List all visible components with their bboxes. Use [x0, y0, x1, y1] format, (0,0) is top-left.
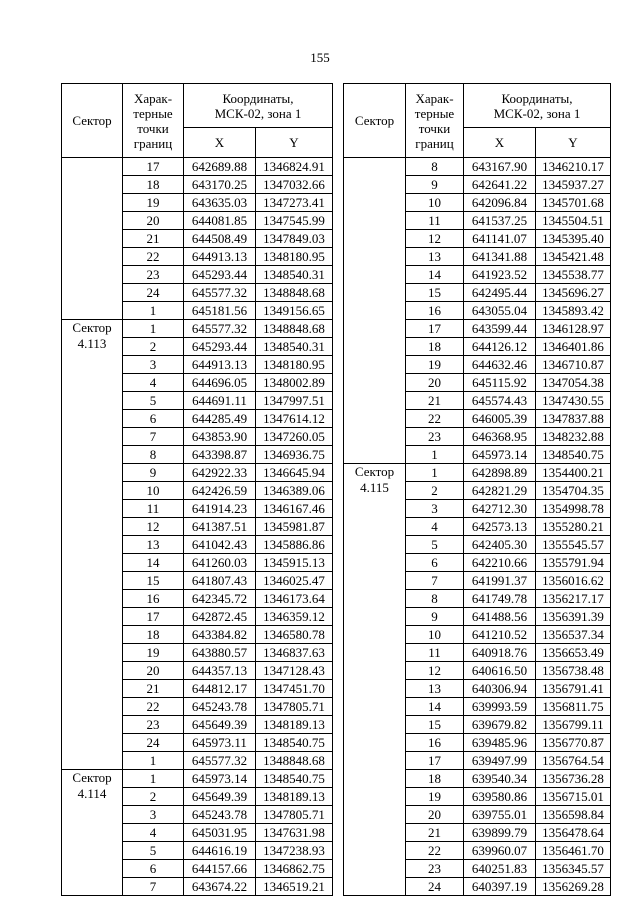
point-cell: 10	[123, 482, 184, 500]
x-cell: 641488.56	[464, 608, 536, 626]
y-header: Y	[256, 128, 333, 158]
points-header-line: границ	[415, 135, 454, 151]
points-header-line: терные	[133, 105, 173, 121]
x-cell: 642872.45	[184, 608, 256, 626]
x-cell: 645181.56	[184, 302, 256, 320]
sector-header: Сектор	[62, 84, 123, 158]
y-cell: 1348848.68	[256, 752, 333, 770]
coords-header-line: МСК-02, зона 1	[493, 105, 581, 121]
y-cell: 1347260.05	[256, 428, 333, 446]
x-cell: 640397.19	[464, 878, 536, 896]
point-cell: 4	[123, 824, 184, 842]
point-cell: 21	[123, 680, 184, 698]
y-cell: 1346862.75	[256, 860, 333, 878]
x-cell: 642210.66	[464, 554, 536, 572]
x-cell: 642345.72	[184, 590, 256, 608]
point-cell: 24	[123, 284, 184, 302]
x-cell: 645243.78	[184, 698, 256, 716]
point-cell: 21	[406, 824, 464, 842]
y-cell: 1345981.87	[256, 518, 333, 536]
y-cell: 1346167.46	[256, 500, 333, 518]
y-cell: 1356217.17	[536, 590, 611, 608]
x-cell: 644157.66	[184, 860, 256, 878]
point-cell: 20	[123, 212, 184, 230]
x-cell: 641260.03	[184, 554, 256, 572]
point-cell: 17	[123, 158, 184, 176]
point-cell: 19	[123, 194, 184, 212]
x-cell: 643599.44	[464, 320, 536, 338]
table-row	[344, 464, 611, 482]
points-header-line: точки	[418, 120, 451, 136]
y-cell: 1354704.35	[536, 482, 611, 500]
x-header: X	[184, 128, 256, 158]
y-cell: 1347631.98	[256, 824, 333, 842]
point-cell: 3	[123, 356, 184, 374]
coords-header	[464, 84, 611, 128]
x-cell: 644696.05	[184, 374, 256, 392]
point-cell: 22	[123, 698, 184, 716]
x-cell: 641749.78	[464, 590, 536, 608]
coordinates-table-left	[61, 83, 333, 896]
y-cell: 1347273.41	[256, 194, 333, 212]
coords-header	[184, 84, 333, 128]
x-cell: 639993.59	[464, 698, 536, 716]
y-cell: 1345893.42	[536, 302, 611, 320]
point-cell: 19	[406, 356, 464, 374]
point-cell: 22	[406, 410, 464, 428]
y-cell: 1345886.86	[256, 536, 333, 554]
y-cell: 1356461.70	[536, 842, 611, 860]
point-cell: 11	[406, 212, 464, 230]
y-cell: 1348540.75	[256, 770, 333, 788]
point-cell: 15	[406, 716, 464, 734]
point-cell: 24	[123, 734, 184, 752]
point-cell: 9	[406, 176, 464, 194]
sector-cell	[62, 320, 123, 770]
x-cell: 642689.88	[184, 158, 256, 176]
point-cell: 1	[406, 446, 464, 464]
x-cell: 643880.57	[184, 644, 256, 662]
y-cell: 1346936.75	[256, 446, 333, 464]
points-header-line: Харак-	[133, 90, 173, 106]
y-cell: 1348540.75	[536, 446, 611, 464]
y-cell: 1356537.34	[536, 626, 611, 644]
x-cell: 644913.13	[184, 356, 256, 374]
point-cell: 10	[406, 626, 464, 644]
x-cell: 645574.43	[464, 392, 536, 410]
y-cell: 1356738.48	[536, 662, 611, 680]
x-cell: 640616.50	[464, 662, 536, 680]
point-cell: 3	[123, 806, 184, 824]
y-cell: 1346210.17	[536, 158, 611, 176]
x-cell: 641210.52	[464, 626, 536, 644]
point-cell: 20	[406, 374, 464, 392]
y-cell: 1348848.68	[256, 320, 333, 338]
points-header-line: терные	[414, 105, 455, 121]
sector-header: Сектор	[344, 84, 406, 158]
x-cell: 645649.39	[184, 716, 256, 734]
y-cell: 1348540.31	[256, 338, 333, 356]
y-cell: 1347837.88	[536, 410, 611, 428]
x-cell: 642405.30	[464, 536, 536, 554]
y-cell: 1347238.93	[256, 842, 333, 860]
x-cell: 644081.85	[184, 212, 256, 230]
coords-header-line: Координаты,	[501, 90, 573, 106]
points-header-line: точки	[137, 120, 169, 136]
point-cell: 14	[406, 266, 464, 284]
y-cell: 1345696.27	[536, 284, 611, 302]
y-cell: 1346824.91	[256, 158, 333, 176]
x-cell: 640251.83	[464, 860, 536, 878]
point-cell: 11	[406, 644, 464, 662]
point-cell: 12	[406, 230, 464, 248]
point-cell: 22	[406, 842, 464, 860]
x-cell: 644913.13	[184, 248, 256, 266]
y-cell: 1356770.87	[536, 734, 611, 752]
y-cell: 1345421.48	[536, 248, 611, 266]
point-cell: 4	[123, 374, 184, 392]
x-cell: 646005.39	[464, 410, 536, 428]
x-cell: 644812.17	[184, 680, 256, 698]
x-cell: 644285.49	[184, 410, 256, 428]
table-body-left	[62, 158, 333, 896]
y-cell: 1347849.03	[256, 230, 333, 248]
point-cell: 13	[406, 248, 464, 266]
point-cell: 9	[406, 608, 464, 626]
y-cell: 1346359.12	[256, 608, 333, 626]
point-cell: 1	[123, 752, 184, 770]
x-cell: 642573.13	[464, 518, 536, 536]
y-cell: 1347997.51	[256, 392, 333, 410]
point-cell: 15	[123, 572, 184, 590]
point-cell: 20	[123, 662, 184, 680]
point-cell: 12	[406, 662, 464, 680]
y-header: Y	[536, 128, 611, 158]
y-cell: 1345915.13	[256, 554, 333, 572]
y-cell: 1356764.54	[536, 752, 611, 770]
x-cell: 642898.89	[464, 464, 536, 482]
point-cell: 23	[406, 428, 464, 446]
x-cell: 641042.43	[184, 536, 256, 554]
point-cell: 2	[123, 788, 184, 806]
point-cell: 16	[123, 590, 184, 608]
point-cell: 5	[406, 536, 464, 554]
y-cell: 1356478.64	[536, 824, 611, 842]
y-cell: 1356345.57	[536, 860, 611, 878]
y-cell: 1354400.21	[536, 464, 611, 482]
sector-name-line: Сектор	[354, 464, 395, 479]
sector-cell	[344, 158, 406, 464]
table-body-right	[344, 158, 611, 896]
point-cell: 19	[406, 788, 464, 806]
y-cell: 1348180.95	[256, 248, 333, 266]
point-cell: 8	[406, 158, 464, 176]
y-cell: 1348180.95	[256, 356, 333, 374]
point-cell: 2	[406, 482, 464, 500]
point-cell: 22	[123, 248, 184, 266]
point-cell: 11	[123, 500, 184, 518]
x-cell: 641341.88	[464, 248, 536, 266]
point-cell: 24	[406, 878, 464, 896]
y-cell: 1356016.62	[536, 572, 611, 590]
point-cell: 6	[406, 554, 464, 572]
x-cell: 642495.44	[464, 284, 536, 302]
y-cell: 1345538.77	[536, 266, 611, 284]
y-cell: 1347805.71	[256, 806, 333, 824]
x-cell: 640306.94	[464, 680, 536, 698]
point-cell: 23	[123, 266, 184, 284]
y-cell: 1348232.88	[536, 428, 611, 446]
x-cell: 639485.96	[464, 734, 536, 752]
x-cell: 642821.29	[464, 482, 536, 500]
y-cell: 1356791.41	[536, 680, 611, 698]
x-cell: 641537.25	[464, 212, 536, 230]
point-cell: 1	[123, 770, 184, 788]
y-cell: 1348189.13	[256, 716, 333, 734]
y-cell: 1346519.21	[256, 878, 333, 896]
y-cell: 1348540.75	[256, 734, 333, 752]
point-cell: 17	[123, 608, 184, 626]
point-cell: 17	[406, 320, 464, 338]
x-cell: 644691.11	[184, 392, 256, 410]
page-number: 155	[310, 50, 330, 65]
point-cell: 7	[406, 572, 464, 590]
y-cell: 1346389.06	[256, 482, 333, 500]
point-cell: 14	[123, 554, 184, 572]
sector-cell	[62, 158, 123, 320]
point-cell: 8	[123, 446, 184, 464]
x-cell: 644508.49	[184, 230, 256, 248]
point-cell: 7	[123, 878, 184, 896]
y-cell: 1345701.68	[536, 194, 611, 212]
y-cell: 1346837.63	[256, 644, 333, 662]
x-cell: 642426.59	[184, 482, 256, 500]
y-cell: 1349156.65	[256, 302, 333, 320]
y-cell: 1347545.99	[256, 212, 333, 230]
x-cell: 639580.86	[464, 788, 536, 806]
y-cell: 1348848.68	[256, 284, 333, 302]
table-row	[62, 770, 333, 788]
sector-name-line: Сектор	[72, 320, 112, 335]
y-cell: 1345937.27	[536, 176, 611, 194]
point-cell: 7	[123, 428, 184, 446]
y-cell: 1355280.21	[536, 518, 611, 536]
x-cell: 645649.39	[184, 788, 256, 806]
x-cell: 641991.37	[464, 572, 536, 590]
table-row	[344, 158, 611, 176]
y-cell: 1346401.86	[536, 338, 611, 356]
x-cell: 644616.19	[184, 842, 256, 860]
x-cell: 645293.44	[184, 338, 256, 356]
point-cell: 6	[123, 410, 184, 428]
x-cell: 642641.22	[464, 176, 536, 194]
x-cell: 639679.82	[464, 716, 536, 734]
x-cell: 639755.01	[464, 806, 536, 824]
y-cell: 1347054.38	[536, 374, 611, 392]
y-cell: 1347451.70	[256, 680, 333, 698]
x-cell: 645243.78	[184, 806, 256, 824]
x-cell: 641387.51	[184, 518, 256, 536]
y-cell: 1346173.64	[256, 590, 333, 608]
x-cell: 639497.99	[464, 752, 536, 770]
points-header-line: границ	[133, 135, 173, 151]
point-cell: 18	[123, 176, 184, 194]
x-cell: 645293.44	[184, 266, 256, 284]
point-cell: 1	[123, 302, 184, 320]
point-cell: 13	[123, 536, 184, 554]
point-cell: 14	[406, 698, 464, 716]
coords-header-line: Координаты,	[222, 90, 294, 106]
x-cell: 641807.43	[184, 572, 256, 590]
y-cell: 1345395.40	[536, 230, 611, 248]
point-cell: 15	[406, 284, 464, 302]
point-cell: 17	[406, 752, 464, 770]
x-cell: 641923.52	[464, 266, 536, 284]
x-cell: 645577.32	[184, 752, 256, 770]
point-cell: 20	[406, 806, 464, 824]
y-cell: 1347128.43	[256, 662, 333, 680]
y-cell: 1346128.97	[536, 320, 611, 338]
sector-name-line: 4.115	[360, 480, 389, 495]
y-cell: 1354998.78	[536, 500, 611, 518]
sector-name-line: 4.113	[77, 336, 107, 351]
y-cell: 1355545.57	[536, 536, 611, 554]
x-cell: 645973.11	[184, 734, 256, 752]
x-cell: 643853.90	[184, 428, 256, 446]
y-cell: 1346710.87	[536, 356, 611, 374]
x-cell: 642922.33	[184, 464, 256, 482]
y-cell: 1347614.12	[256, 410, 333, 428]
point-cell: 18	[406, 770, 464, 788]
y-cell: 1356391.39	[536, 608, 611, 626]
y-cell: 1348540.31	[256, 266, 333, 284]
x-cell: 645031.95	[184, 824, 256, 842]
y-cell: 1346025.47	[256, 572, 333, 590]
sector-cell	[62, 770, 123, 896]
point-cell: 3	[406, 500, 464, 518]
coords-header-line: МСК-02, зона 1	[214, 105, 302, 121]
y-cell: 1356736.28	[536, 770, 611, 788]
points-header	[406, 84, 464, 158]
y-cell: 1356811.75	[536, 698, 611, 716]
points-header	[123, 84, 184, 158]
y-cell: 1348002.89	[256, 374, 333, 392]
point-cell: 10	[406, 194, 464, 212]
sector-cell	[344, 464, 406, 896]
x-cell: 641914.23	[184, 500, 256, 518]
y-cell: 1346580.78	[256, 626, 333, 644]
x-cell: 644126.12	[464, 338, 536, 356]
y-cell: 1355791.94	[536, 554, 611, 572]
x-cell: 643167.90	[464, 158, 536, 176]
point-cell: 1	[123, 320, 184, 338]
x-cell: 640918.76	[464, 644, 536, 662]
point-cell: 18	[123, 626, 184, 644]
y-cell: 1345504.51	[536, 212, 611, 230]
x-cell: 642712.30	[464, 500, 536, 518]
x-cell: 645115.92	[464, 374, 536, 392]
x-cell: 643170.25	[184, 176, 256, 194]
y-cell: 1347430.55	[536, 392, 611, 410]
x-cell: 643398.87	[184, 446, 256, 464]
point-cell: 18	[406, 338, 464, 356]
point-cell: 21	[123, 230, 184, 248]
x-cell: 643635.03	[184, 194, 256, 212]
x-cell: 642096.84	[464, 194, 536, 212]
point-cell: 19	[123, 644, 184, 662]
point-cell: 5	[123, 392, 184, 410]
y-cell: 1347805.71	[256, 698, 333, 716]
y-cell: 1347032.66	[256, 176, 333, 194]
y-cell: 1348189.13	[256, 788, 333, 806]
point-cell: 16	[406, 734, 464, 752]
y-cell: 1356598.84	[536, 806, 611, 824]
table-row	[62, 158, 333, 176]
point-cell: 16	[406, 302, 464, 320]
x-cell: 645973.14	[184, 770, 256, 788]
point-cell: 6	[123, 860, 184, 878]
x-cell: 643384.82	[184, 626, 256, 644]
x-cell: 645577.32	[184, 284, 256, 302]
point-cell: 1	[406, 464, 464, 482]
y-cell: 1356799.11	[536, 716, 611, 734]
point-cell: 12	[123, 518, 184, 536]
y-cell: 1356653.49	[536, 644, 611, 662]
table-row	[62, 320, 333, 338]
x-cell: 643674.22	[184, 878, 256, 896]
x-cell: 639899.79	[464, 824, 536, 842]
point-cell: 2	[123, 338, 184, 356]
x-header: X	[464, 128, 536, 158]
y-cell: 1346645.94	[256, 464, 333, 482]
x-cell: 639960.07	[464, 842, 536, 860]
y-cell: 1356269.28	[536, 878, 611, 896]
point-cell: 5	[123, 842, 184, 860]
point-cell: 23	[123, 716, 184, 734]
point-cell: 21	[406, 392, 464, 410]
x-cell: 645577.32	[184, 320, 256, 338]
point-cell: 8	[406, 590, 464, 608]
sector-name-line: 4.114	[77, 786, 107, 801]
x-cell: 646368.95	[464, 428, 536, 446]
x-cell: 641141.07	[464, 230, 536, 248]
point-cell: 23	[406, 860, 464, 878]
x-cell: 639540.34	[464, 770, 536, 788]
point-cell: 4	[406, 518, 464, 536]
x-cell: 644357.13	[184, 662, 256, 680]
point-cell: 9	[123, 464, 184, 482]
points-header-line: Харак-	[415, 90, 454, 106]
point-cell: 13	[406, 680, 464, 698]
x-cell: 644632.46	[464, 356, 536, 374]
y-cell: 1356715.01	[536, 788, 611, 806]
sector-name-line: Сектор	[72, 770, 112, 785]
x-cell: 643055.04	[464, 302, 536, 320]
coordinates-table-right	[343, 83, 611, 896]
x-cell: 645973.14	[464, 446, 536, 464]
